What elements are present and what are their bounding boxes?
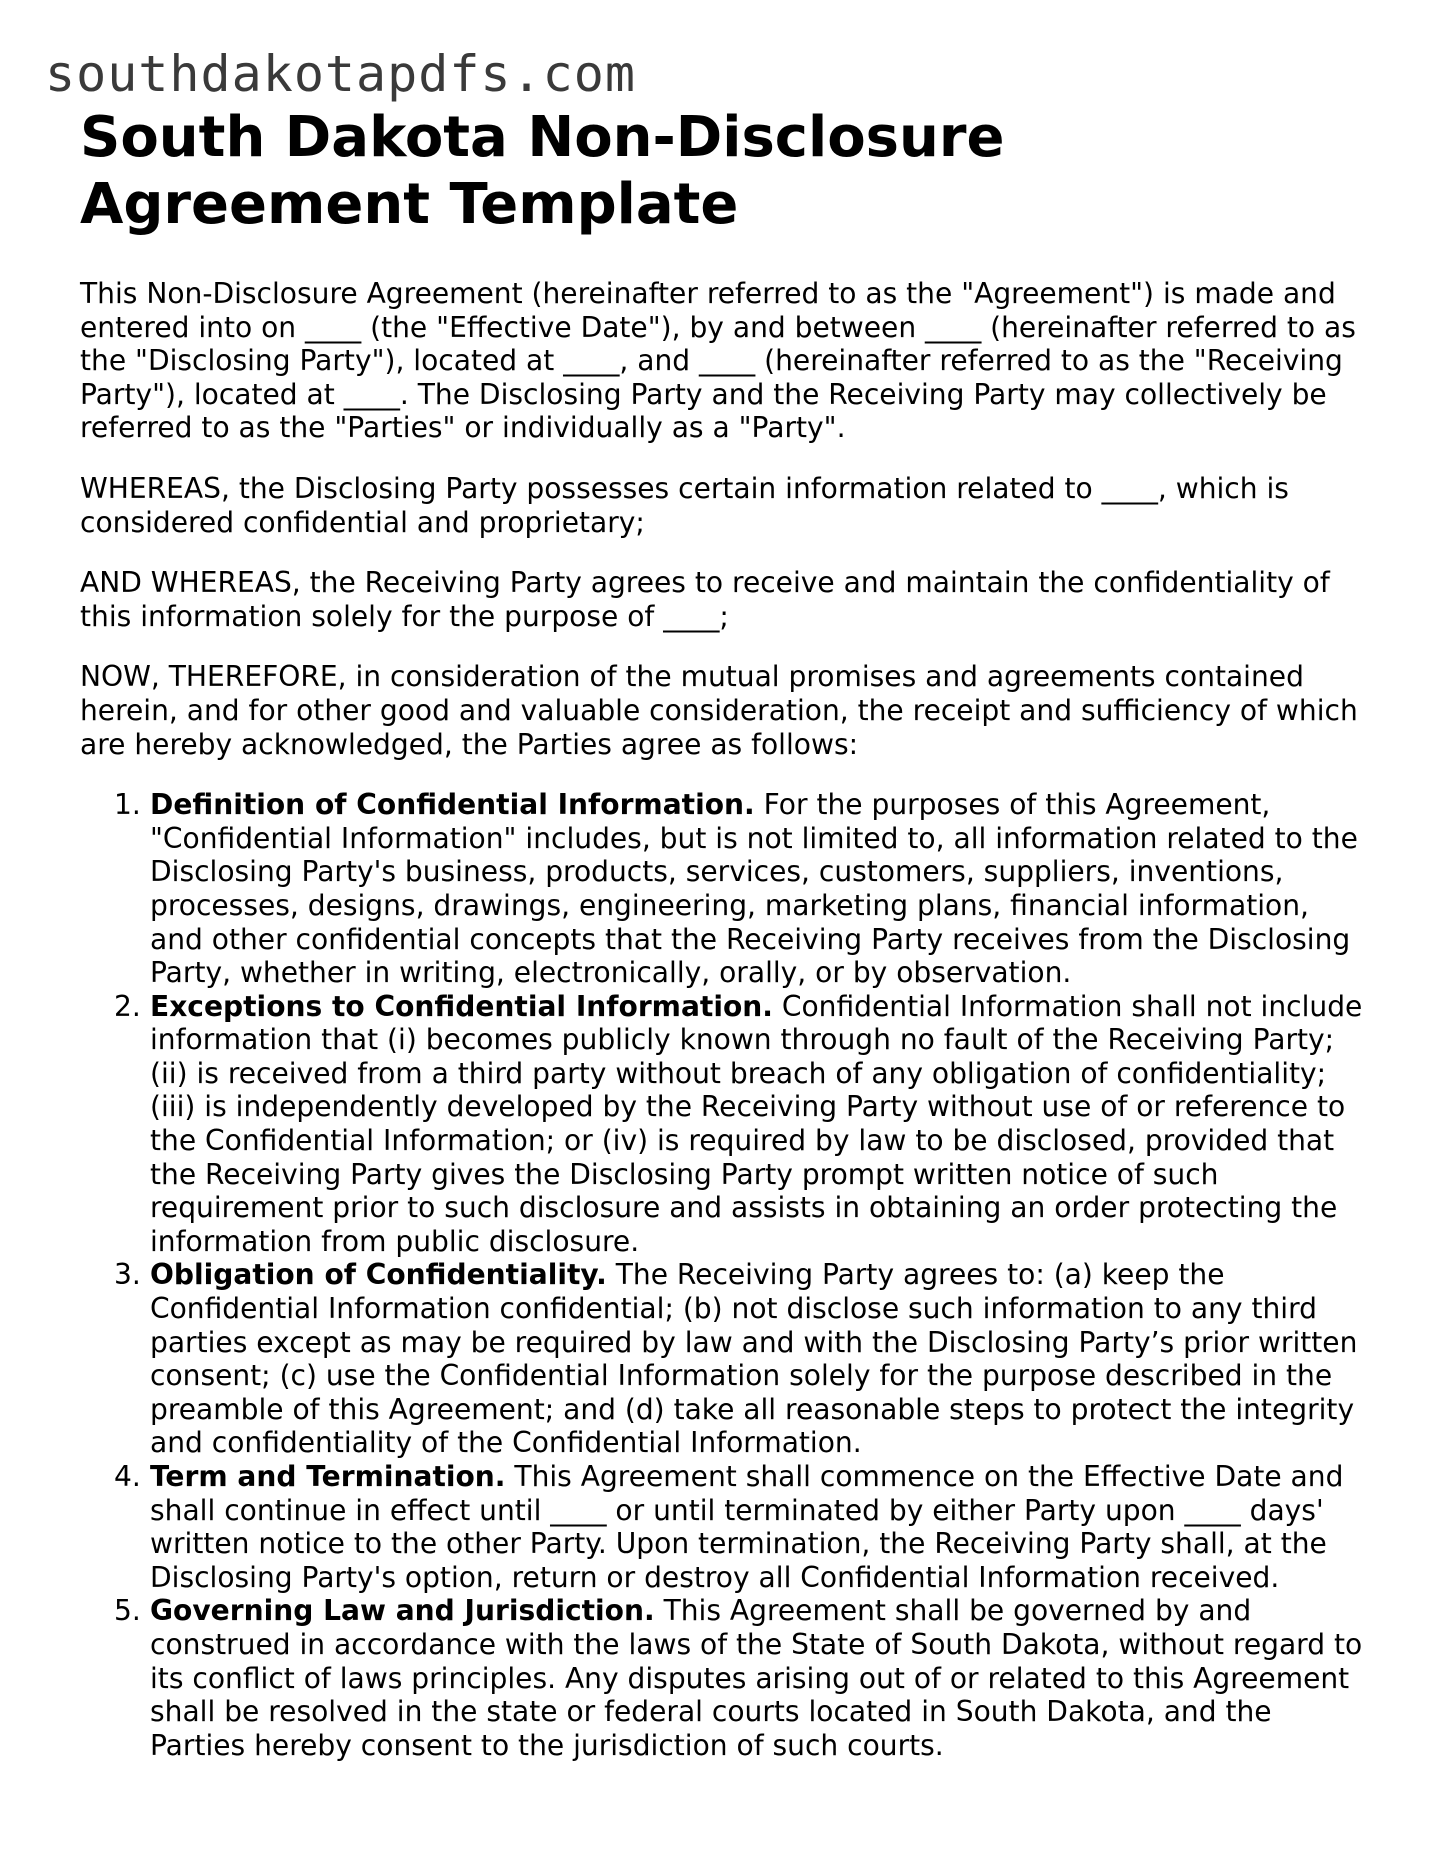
now-therefore-paragraph: NOW, THEREFORE, in consideration of the mutual promises and agreements contained herein, and for other good and valuable consideration, the receipt and sufficiency of which are hereby acknowledged, the Parties agree as follows:: [80, 660, 1358, 761]
clause-title: Definition of Confidential Information.: [150, 788, 755, 822]
site-watermark: southdakotapdfs.com: [45, 45, 636, 103]
clause-text: Confidential Information shall not include information that (i) becomes publicly known through no fault of the Receiving Party; (ii) is received from a third party without breach of any obligation of confidentiality; (iii) is independently developed by the Receiving Party without use of or reference to the Confidential Information; or (iv) is required by law to be disclosed, provided that the Receiving Party gives the Disclosing Party prompt written notice of such requirement prior to such disclosure and assists in obtaining an order protecting the information from public disclosure.: [150, 989, 1363, 1258]
clause-number: 4.: [114, 1460, 141, 1493]
clause-title: Governing Law and Jurisdiction.: [150, 1594, 655, 1628]
clause-text: This Agreement shall commence on the Effective Date and shall continue in effect until ____ or until terminated by either Party upon ____ days' written notice to the other Party. Upon termination, the Receiving Party shall, at the Disclosing Party's option, return or destroy all Confidential Information received.: [150, 1460, 1344, 1594]
clause-item: [80, 788, 1370, 990]
clause-title: Term and Termination.: [150, 1460, 506, 1493]
and-whereas-paragraph: AND WHEREAS, the Receiving Party agrees to receive and maintain the confidentiality of this information solely for the purpose of ____;: [80, 566, 1330, 633]
clause-text: This Agreement shall be governed by and construed in accordance with the laws of the State of South Dakota, without regard to its conflict of laws principles. Any disputes arising out of or related to this Agreement shall be resolved in the state or federal courts located in South Dakota, and the Parties hereby consent to the jurisdiction of such courts.: [150, 1594, 1363, 1762]
clause-number: 1.: [114, 788, 141, 822]
document-page: [80, 104, 1370, 1762]
clause-text: For the purposes of this Agreement, "Confidential Information" includes, but is not limited to, all information related to the Disclosing Party's business, products, services, customers, suppliers, inventions, processes, designs, drawings, engineering, marketing plans, financial information, and other confidential concepts that the Receiving Party receives from the Disclosing Party, whether in writing, electronically, orally, or by observation.: [150, 788, 1358, 990]
clause-number: 5.: [114, 1594, 141, 1628]
clause-item: [80, 990, 1370, 1259]
clause-item: [80, 1460, 1370, 1594]
clause-number: 3.: [114, 1258, 141, 1292]
document-title: South Dakota Non-Disclosure Agreement Template: [80, 105, 1005, 237]
clause-title: Exceptions to Confidential Information.: [150, 989, 773, 1023]
clause-item: [80, 1594, 1370, 1762]
clause-text: The Receiving Party agrees to: (a) keep the Confidential Information confidential; (b) not disclose such information to any third parties except as may be required by law and with the Disclosing Party’s prior written consent; (c) use the Confidential Information solely for the purpose described in the preamble of this Agreement; and (d) take all reasonable steps to protect the integrity and confidentiality of the Confidential Information.: [150, 1258, 1358, 1460]
clause-title: Obligation of Confidentiality.: [150, 1258, 607, 1292]
preamble-paragraph: This Non-Disclosure Agreement (hereinafter referred to as the "Agreement") is made and entered into on ____ (the "Effective Date"), by and between ____ (hereinafter referred to as the "Disclosing Party"), located at ____, and ____ (hereinafter referred to as the "Receiving Party"), located at ____. The Disclosing Party and the Receiving Party may collectively be referred to as the "Parties" or individually as a "Party".: [80, 277, 1356, 445]
clause-number: 2.: [114, 989, 141, 1023]
whereas-paragraph: WHEREAS, the Disclosing Party possesses certain information related to ____, which is considered confidential and proprietary;: [80, 471, 1289, 539]
clause-list: [80, 788, 1370, 1762]
clause-item: [80, 1258, 1370, 1460]
